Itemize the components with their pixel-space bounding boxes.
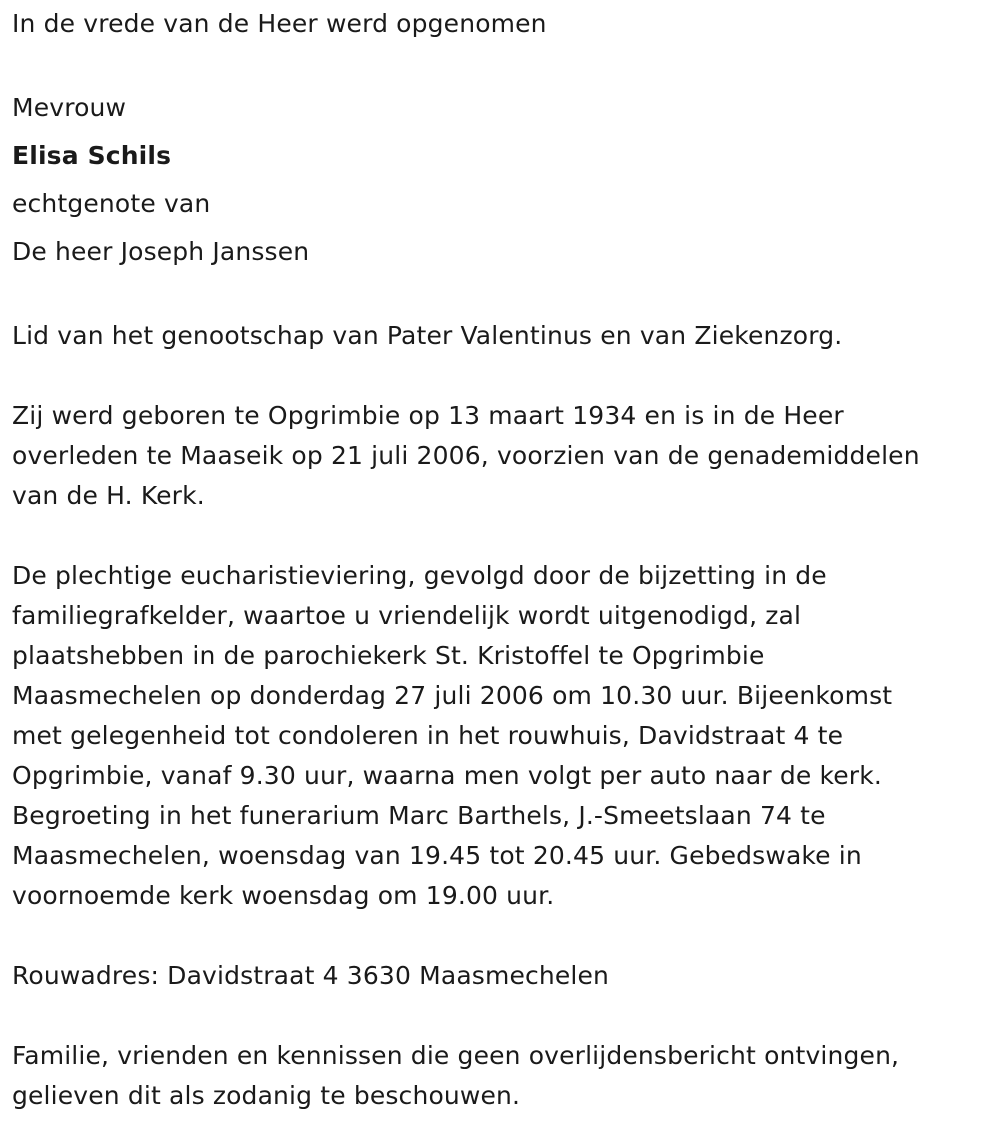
mourning-address-paragraph [12,956,987,996]
ceremony-line: Maasmechelen, woensdag van 19.45 tot 20.45 uur. Gebedswake in [12,841,862,870]
ceremony-line: voornoemde kerk woensdag om 19.00 uur. [12,881,555,910]
birth-death-line: overleden te Maaseik op 21 juli 2006, voorzien van de genademiddelen [12,441,920,470]
ceremony-line: plaatshebben in de parochiekerk St. Kristoffel te Opgrimbie [12,641,765,670]
birth-death-line: Zij werd geboren te Opgrimbie op 13 maart 1934 en is in de Heer [12,401,844,430]
birth-death-paragraph [12,396,987,516]
membership-text: Lid van het genootschap van Pater Valentinus en van Ziekenzorg. [12,321,843,350]
ceremony-line: Opgrimbie, vanaf 9.30 uur, waarna men volgt per auto naar de kerk. [12,761,882,790]
membership-paragraph [12,316,987,356]
ceremony-line: met gelegenheid tot condoleren in het rouwhuis, Davidstraat 4 te [12,721,844,750]
closing-line: Familie, vrienden en kennissen die geen overlijdensbericht ontvingen, [12,1041,900,1070]
name-block [12,84,987,276]
spacer [12,356,987,396]
ceremony-line: Maasmechelen op donderdag 27 juli 2006 om 10.30 uur. Bijeenkomst [12,681,893,710]
spacer [12,44,987,84]
spacer [12,916,987,956]
salutation: Mevrouw [12,93,127,122]
deceased-name: Elisa Schils [12,141,172,170]
closing-paragraph [12,1036,987,1116]
spacer [12,996,987,1036]
ceremony-line: familiegrafkelder, waartoe u vriendelijk wordt uitgenodigd, zal [12,601,802,630]
closing-line: gelieven dit als zodanig te beschouwen. [12,1081,521,1110]
intro-text: In de vrede van de Heer werd opgenomen [12,9,547,38]
obituary-notice [12,0,987,1116]
ceremony-paragraph [12,556,987,916]
intro-paragraph [12,0,987,44]
mourning-address: Rouwadres: Davidstraat 4 3630 Maasmechelen [12,961,610,990]
birth-death-line: van de H. Kerk. [12,481,205,510]
spouse-name: De heer Joseph Janssen [12,237,310,266]
spacer [12,276,987,316]
ceremony-line: De plechtige eucharistieviering, gevolgd door de bijzetting in de [12,561,827,590]
ceremony-line: Begroeting in het funerarium Marc Barthels, J.-Smeetslaan 74 te [12,801,826,830]
relation-text: echtgenote van [12,189,211,218]
spacer [12,516,987,556]
